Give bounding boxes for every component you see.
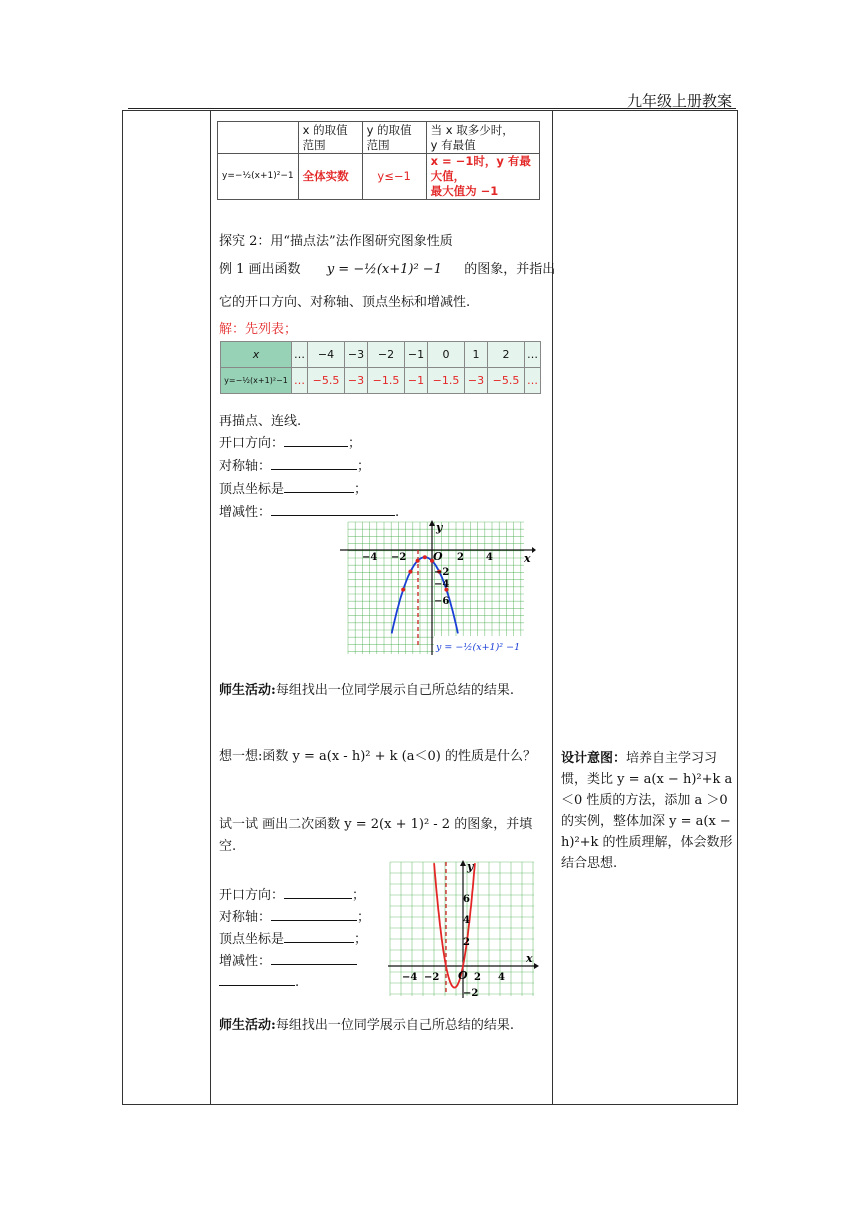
open-direction-line: 开口方向： ； [219,436,362,451]
y-cell: −1.5 [368,368,405,394]
monotone-line-2b: . [219,973,299,990]
vertex-label: 顶点坐标是 [219,482,285,497]
open-direction-blank [284,434,348,447]
graph1-x-tick: 2 [457,552,464,563]
graph1-y-label: y [436,521,443,534]
design-intent-text: 培养自主学习习惯，类比 y = a(x − h)²+k a＜0 性质的方法，添加 a ＞0 的实例，整体加深 y = a(x − h)²+k 的性质理解，体会数形结合思想. [561,751,733,871]
page-header-title: 九年级上册教案 [626,92,732,110]
open-direction-label: 开口方向： [219,436,285,451]
graph1-x-arrow [532,547,536,553]
value-table-x-label: x [221,342,292,368]
activity-2-text: 每组找出一位同学展示自己所总结的结果. [275,1018,514,1033]
monotone-label: 增减性： [219,505,272,520]
y-cell: −5.5 [487,368,524,394]
graph2-origin: O [458,969,468,982]
graph1-point [416,559,420,563]
graph1-formula: y = −½(x+1)² −1 [436,642,521,653]
y-cell: … [292,368,308,394]
graph1-y-tick: −2 [434,567,450,578]
vertex-label-2: 顶点坐标是 [219,932,285,947]
connect-step: 再描点、连线. [219,414,302,429]
graph2-y-arrow [460,860,466,866]
summary-header-y: y 的取值 范围 [362,122,426,154]
value-table-x-row [221,342,541,368]
y-cell: −1 [405,368,428,394]
open-direction-line-2: 开口方向： ； [219,888,366,903]
axis-label-2: 对称轴： [219,910,272,925]
graph2-x-tick: −4 [402,972,418,983]
graph1-point [401,588,405,592]
graph2-x-arrow [534,963,539,969]
y-cell: −1.5 [427,368,464,394]
axis-blank-2 [271,908,357,921]
graph2-x-tick: −2 [424,972,440,983]
y-cell: −3 [345,368,368,394]
graph2-y-tick: 2 [463,937,470,948]
axis-label: 对称轴： [219,459,272,474]
activity-2 [219,1015,547,1037]
graph2-x-label: x [526,952,533,965]
graph1-origin: O [433,550,443,563]
y-cell: … [524,368,540,394]
graph2-x-tick: 4 [498,972,505,983]
parabola-graph-2 [384,858,540,1000]
x-cell: … [292,342,308,368]
activity-2-label: 师生活动: [219,1018,276,1033]
y-cell: −5.5 [308,368,345,394]
graph1-point [423,555,427,559]
graph1-x-tick: 4 [486,552,493,563]
vertex-line-2: 顶点坐标是 ； [219,932,368,947]
think-question: 想一想:函数 y = a(x - h)² + k (a＜0) 的性质是什么？ [219,749,536,764]
value-table [220,341,541,394]
example-line-2: 它的开口方向、对称轴、顶点坐标和增减性. [219,295,471,310]
open-direction-label-2: 开口方向： [219,888,285,903]
summary-corner [218,122,299,154]
activity-1 [219,680,547,702]
header-rule [128,108,736,109]
design-intent [561,748,733,874]
graph1-x-tick: −2 [391,552,407,563]
activity-1-label: 师生活动: [219,683,276,698]
vertex-blank-2 [284,930,354,943]
monotone-blank-2a [271,952,357,965]
axis-line: 对称轴： ； [219,459,371,474]
x-cell: 0 [427,342,464,368]
try-question: 试一试 画出二次函数 y = 2(x + 1)² - 2 的图象，并填空. [219,817,533,854]
solution-label: 解：先列表； [219,322,298,337]
x-cell: 1 [464,342,487,368]
example-prefix: 例 1 画出函数 [219,262,301,277]
x-cell: −3 [345,342,368,368]
x-cell: −4 [308,342,345,368]
column-divider-1 [210,110,211,1105]
vertex-line: 顶点坐标是 ； [219,482,368,497]
explore-title: 探究 2：用“描点法”法作图研究图象性质 [219,234,453,249]
summary-cell-y: y≤−1 [362,154,426,200]
axis-blank [271,457,357,470]
graph1-x-label: x [524,552,531,565]
design-intent-label: 设计意图： [561,751,627,766]
open-direction-blank-2 [284,886,352,899]
graph1-y-tick: −4 [434,579,450,590]
monotone-blank [271,503,395,516]
graph2-y-tick: 6 [463,894,470,905]
summary-header-x: x 的取值 范围 [298,122,362,154]
summary-header-extreme: 当 x 取多少时， y 有最值 [426,122,539,154]
summary-table [217,121,540,200]
axis-line-2: 对称轴： ； [219,910,371,925]
x-cell: −2 [368,342,405,368]
graph2-y-tick: 4 [463,915,470,926]
value-table-y-row [221,368,541,394]
graph1-x-tick: −4 [362,552,378,563]
monotone-label-2: 增减性： [219,954,272,969]
y-cell: −3 [464,368,487,394]
monotone-line-2 [219,950,357,969]
example-function: y = −½(x+1)² −1 [326,262,442,277]
example-line-1 [219,258,555,277]
value-table-y-label: y=−½(x+1)²−1 [221,368,292,394]
x-cell: −1 [405,342,428,368]
graph2-x-tick: 2 [474,972,481,983]
summary-cell-x: 全体实数 [298,154,362,200]
activity-1-text: 每组找出一位同学展示自己所总结的结果. [275,683,514,698]
example-suffix: 的图象，并指出 [464,262,556,277]
x-cell: 2 [487,342,524,368]
graph2-y-tick: −2 [463,988,479,999]
parabola-graph-1 [336,520,536,660]
monotone-blank-2b [219,973,295,986]
summary-row-label: y=−½(x+1)²−1 [218,154,299,200]
graph2-y-label: y [467,860,474,873]
graph1-y-tick: −6 [434,596,450,607]
vertex-blank [284,480,354,493]
monotone-line: 增减性： . [219,505,400,520]
summary-cell-extreme: x = −1时，y 有最大值， 最大值为 −1 [426,154,539,200]
x-cell: … [524,342,540,368]
graph1-point [408,570,412,574]
